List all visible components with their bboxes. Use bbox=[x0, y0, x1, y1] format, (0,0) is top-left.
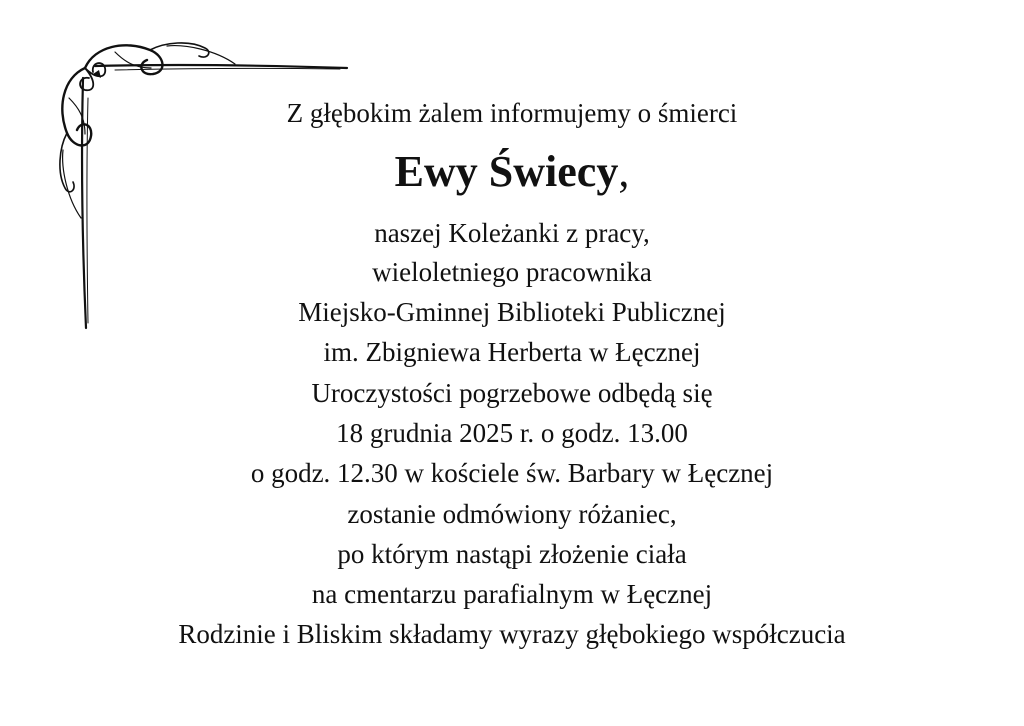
notice-line-colleague: naszej Koleżanki z pracy, bbox=[374, 218, 650, 248]
deceased-name bbox=[0, 146, 1024, 198]
notice-line-church: o godz. 12.30 w kościele św. Barbary w Łęcznej bbox=[250, 458, 774, 488]
notice-line-employee: wieloletniego pracownika bbox=[372, 257, 652, 287]
intro-text: Z głębokim żalem informujemy o śmierci bbox=[286, 98, 738, 128]
notice-line-rosary: zostanie odmówiony różaniec, bbox=[347, 499, 677, 529]
notice-line-cemetery: na cmentarzu parafialnym w Łęcznej bbox=[311, 579, 713, 609]
deceased-name-text: Ewy Świecy bbox=[394, 147, 619, 196]
notice-line-library: Miejsko-Gminnej Biblioteki Publicznej bbox=[298, 297, 726, 327]
notice-line-patron: im. Zbigniewa Herberta w Łęcznej bbox=[323, 337, 701, 367]
notice-line-condolences: Rodzinie i Bliskim składamy wyrazy głębokiego współczucia bbox=[178, 619, 846, 649]
notice-line-date: 18 grudnia 2025 r. o godz. 13.00 bbox=[336, 418, 688, 448]
notice-line-burial: po którym nastąpi złożenie ciała bbox=[337, 539, 687, 569]
notice-line-funeral: Uroczystości pogrzebowe odbędą się bbox=[311, 378, 713, 408]
deceased-name-suffix: , bbox=[618, 147, 630, 196]
